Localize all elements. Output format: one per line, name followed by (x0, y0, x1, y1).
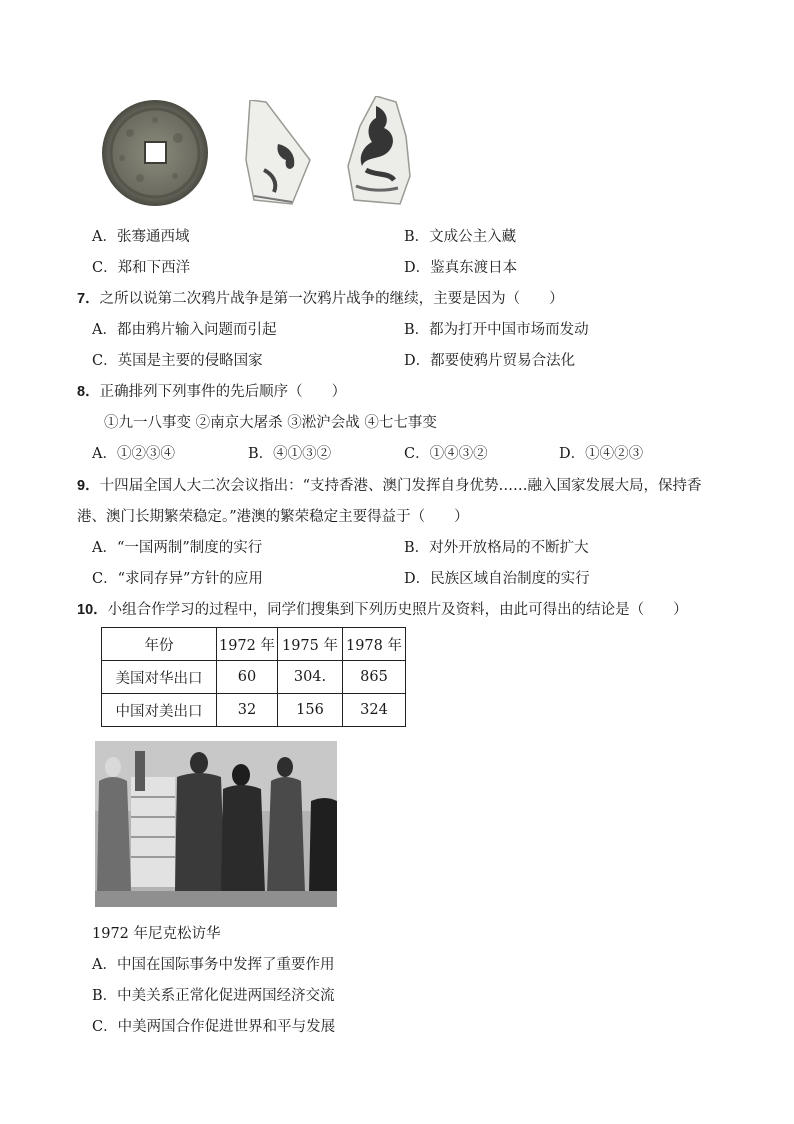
q9-option-b (404, 538, 589, 558)
table-header-cell: 年份 (102, 628, 217, 661)
q6-image-coin (100, 98, 210, 208)
option-letter: A． (92, 446, 117, 462)
table-header-cell: 1975 年 (278, 628, 343, 661)
table-cell: 32 (217, 694, 278, 727)
option-text: 郑和下西洋 (117, 260, 191, 276)
option-text: 文成公主入藏 (429, 229, 517, 245)
table-cell: 324 (343, 694, 406, 727)
option-text: 中美两国合作促进世界和平与发展 (117, 1019, 336, 1035)
q9-stem-line-1 (77, 476, 702, 496)
option-letter: B． (92, 988, 118, 1004)
option-letter: D． (404, 260, 431, 276)
question-text: 之所以说第二次鸦片战争是第一次鸦片战争的继续，主要是因为（ ） (99, 291, 564, 307)
option-letter: A． (92, 229, 117, 245)
q6-option-c (92, 258, 190, 278)
q9-stem-line-2: 港、澳门长期繁荣稳定。”港澳的繁荣稳定主要得益于（ ） (77, 509, 469, 525)
q7-stem (77, 289, 564, 309)
table-header-cell: 1978 年 (343, 628, 406, 661)
q10-option-b (92, 986, 335, 1006)
option-text: ④①③② (273, 446, 332, 462)
table-cell: 156 (278, 694, 343, 727)
option-letter: B． (404, 229, 430, 245)
option-text: 都由鸦片输入问题而引起 (116, 322, 277, 338)
q10-option-c (92, 1017, 335, 1037)
q7-option-c (92, 351, 263, 371)
option-text: 鉴真东渡日本 (430, 260, 518, 276)
table-row (102, 694, 406, 727)
question-text: 正确排列下列事件的先后顺序（ ） (99, 384, 347, 400)
q6-image-porcelain-shard-1 (244, 100, 314, 208)
option-text: 中美关系正常化促进两国经济交流 (117, 988, 335, 1004)
option-letter: B． (404, 322, 430, 338)
option-letter: A． (92, 957, 117, 973)
option-text: 都要使鸦片贸易合法化 (430, 353, 576, 369)
question-number: 7． (77, 291, 100, 307)
option-letter: D． (404, 353, 431, 369)
q7-option-d (404, 351, 575, 371)
option-letter: C． (404, 446, 430, 462)
q7-option-a (92, 320, 276, 340)
option-letter: C． (92, 353, 118, 369)
option-text: ①④②③ (585, 446, 644, 462)
option-text: 民族区域自治制度的实行 (430, 571, 590, 587)
q6-option-b (404, 227, 516, 247)
option-text: 都为打开中国市场而发动 (429, 322, 589, 338)
q8-option-b (248, 444, 331, 464)
q7-option-b (404, 320, 589, 340)
q8-option-a (92, 444, 175, 464)
question-text: 小组合作学习的过程中，同学们搜集到下列历史照片及资料，由此可得出的结论是（ ） (107, 602, 688, 618)
option-letter: C． (92, 260, 118, 276)
table-header-row (102, 628, 406, 661)
option-text: 张骞通西域 (116, 229, 190, 245)
option-letter: A． (92, 322, 117, 338)
question-number: 9． (77, 478, 100, 494)
q8-events: ①九一八事变 ②南京大屠杀 ③淞沪会战 ④七七事变 (104, 415, 437, 431)
table-cell: 中国对美出口 (102, 694, 217, 727)
q10-stem (77, 600, 688, 620)
q9-option-d (404, 569, 590, 589)
nixon-visit-photo (95, 741, 337, 907)
table-cell: 美国对华出口 (102, 661, 217, 694)
option-letter: C． (92, 571, 118, 587)
question-text: 十四届全国人大二次会议指出：“支持香港、澳门发挥自身优势……融入国家发展大局，保持香 (99, 478, 702, 494)
option-letter: C． (92, 1019, 118, 1035)
q6-option-a (92, 227, 189, 247)
q9-option-c (92, 569, 263, 589)
option-letter: D． (559, 446, 586, 462)
q6-image-porcelain-shard-2 (346, 96, 412, 206)
q10-option-a (92, 955, 334, 975)
option-text: “一国两制”制度的实行 (116, 540, 263, 556)
option-text: 英国是主要的侵略国家 (117, 353, 263, 369)
table-cell: 865 (343, 661, 406, 694)
photo-caption: 1972 年尼克松访华 (92, 926, 221, 942)
option-text: 对外开放格局的不断扩大 (429, 540, 589, 556)
option-letter: D． (404, 571, 431, 587)
option-letter: B． (404, 540, 430, 556)
q8-stem (77, 382, 346, 402)
option-letter: A． (92, 540, 117, 556)
q6-option-d (404, 258, 517, 278)
trade-table (101, 627, 406, 727)
q8-option-c (404, 444, 488, 464)
q8-option-d (559, 444, 643, 464)
table-row (102, 661, 406, 694)
option-letter: B． (248, 446, 274, 462)
q9-option-a (92, 538, 262, 558)
question-number: 10． (77, 602, 108, 618)
question-number: 8． (77, 384, 100, 400)
option-text: ①④③② (429, 446, 488, 462)
table-cell: 60 (217, 661, 278, 694)
option-text: 中国在国际事务中发挥了重要作用 (116, 957, 335, 973)
table-header-cell: 1972 年 (217, 628, 278, 661)
table-cell: 304. (278, 661, 343, 694)
option-text: “求同存异”方针的应用 (117, 571, 263, 587)
option-text: ①②③④ (116, 446, 175, 462)
